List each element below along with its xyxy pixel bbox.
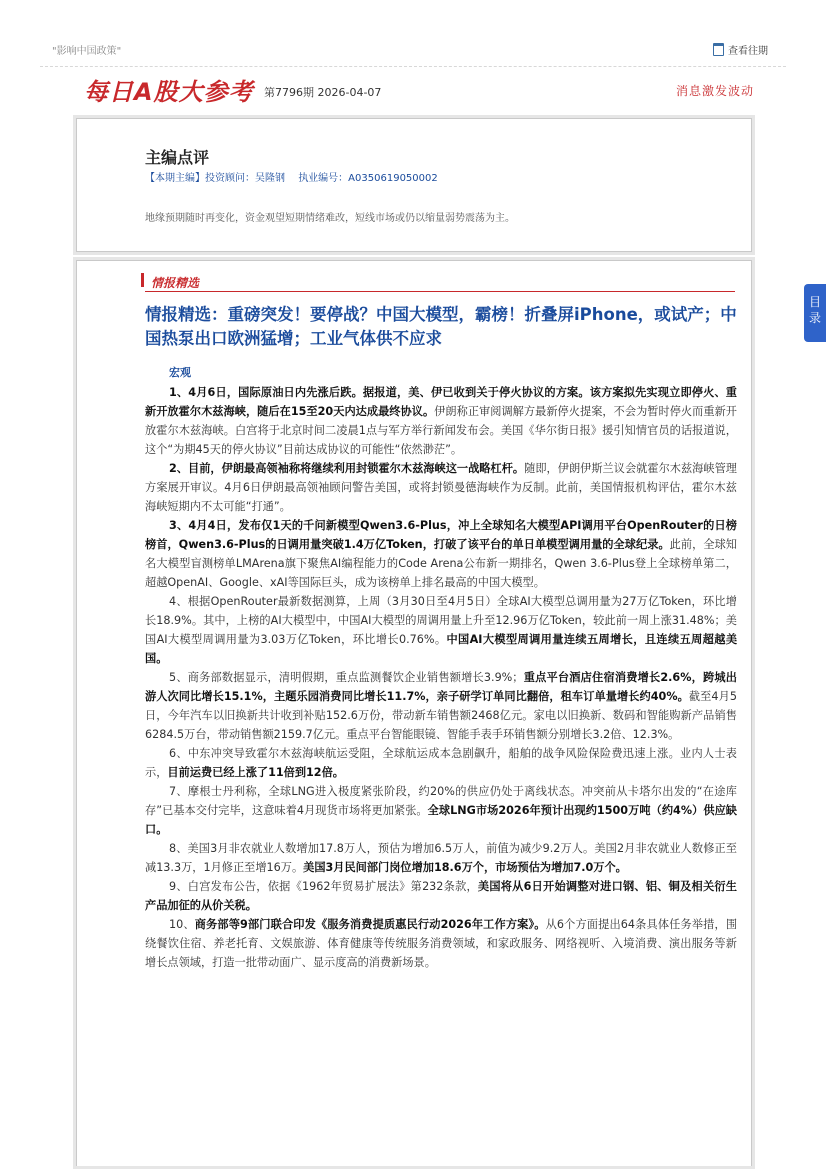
toc-tab[interactable] [804, 284, 826, 342]
issue-info: 第7796期 2026-04-07 [264, 86, 382, 99]
history-link-label: 查看往期 [728, 46, 768, 57]
editor-comment: 地缘预期随时再变化，资金观望短期情绪难改，短线市场或仍以缩量弱势震荡为主。 [145, 213, 515, 224]
news-item-text: 10、 [169, 918, 195, 931]
news-item-text: 从6个方面提出64条具体任务举措，围绕餐饮住宿、养老托育、文娱旅游、体育健康等传统服务消费领域，和家政服务、网络视听、入境消费、演出服务等新增长点领域，打造一批带动面广、显示度高的消费新场景。 [145, 918, 738, 969]
toc-tab-line2: 录 [808, 311, 821, 325]
intel-panel [76, 260, 752, 1166]
news-item-text: 9、白宫发布公告，依据《1962年贸易扩展法》第232条款， [169, 880, 478, 893]
editor-cert: 执业编号：A0350619050002 [298, 173, 438, 184]
news-item-text: 6、中东冲突导致霍尔木兹海峡航运受阻，全球航运成本急剧飙升，船舶的战争风险保险费迅速上涨。业内人士表示， [145, 747, 737, 779]
news-item-highlight: 中国AI大模型周调用量连续五周增长，且连续五周超越美国。 [145, 633, 738, 665]
news-item-highlight: 美国将从6日开始调整对进口钢、铝、铜及相关衍生产品加征的从价关税。 [145, 880, 737, 912]
editor-meta [145, 169, 448, 184]
section-marker [141, 273, 144, 287]
section-label: 情报精选 [151, 276, 200, 290]
news-item-highlight: 3、4月4日，发布仅1天的千问新模型Qwen3.6-Plus，冲上全球知名大模型API调用平台OpenRouter的日榜榜首，Qwen3.6-Plus的日调用量突破1.4万亿Token，打破了该平台的单日单模型调用量的全球纪录。 [145, 519, 737, 551]
news-item-text: 截至4月5日，今年汽车以旧换新共计收到补贴152.6万份，带动新车销售额2468亿元。家电以旧换新、数码和智能购新产品销售6284.5万台，带动销售额2159.7亿元。重点平台智能眼镜、智能手表手环销售额分别增长3.2倍、12.3%。 [145, 690, 737, 741]
news-item [145, 383, 737, 459]
news-item-text: 8、美国3月非农就业人数增加17.8万人，预估为增加6.5万人，前值为减少9.2万人。美国2月非农就业人数修正至减13.3万，1月修正至增16万。 [145, 842, 737, 874]
news-item [145, 459, 737, 516]
news-item-highlight: 重点平台酒店住宿消费增长2.6%，跨城出游人次同比增长15.1%，主题乐园消费同比增长11.7%，亲子研学订单同比翻倍，租车订单量增长约40%。 [145, 671, 737, 703]
news-item [145, 668, 737, 744]
news-item-text: 伊朗称正审阅调解方最新停火提案，不会为暂时停火而重新开放霍尔木兹海峡。白宫将于北京时间二凌晨1点与军方举行新闻发布会。美国《华尔街日报》援引知情官员的话报道说，这个“为期45天的停火协议”目前达成协议的可能性“依然渺茫”。 [145, 405, 737, 456]
news-item-text: 随即，伊朗伊斯兰议会就霍尔木兹海峡管理方案展开审议。4月6日伊朗最高领袖顾问警告美国，或将封锁曼德海峡作为反制。此前，美国情报机构评估，霍尔木兹海峡短期内不太可能“打通”。 [145, 462, 737, 513]
news-item-highlight: 全球LNG市场2026年预计出现约1500万吨（约4%）供应缺口。 [145, 804, 737, 836]
news-item [145, 915, 737, 972]
news-item [145, 592, 737, 668]
history-link[interactable] [713, 42, 768, 57]
news-item [145, 877, 737, 915]
news-item-highlight: 商务部等9部门联合印发《服务消费提质惠民行动2026年工作方案》。 [194, 918, 546, 931]
logo: 每日A股大参考 [84, 78, 254, 106]
subhead-macro: 宏观 [169, 366, 191, 379]
header-divider [40, 66, 786, 67]
news-item [145, 516, 737, 592]
news-item [145, 839, 737, 877]
news-item-highlight: 目前运费已经上涨了11倍到12倍。 [167, 766, 344, 779]
news-item-text: 此前，全球知名大模型盲测榜单LMArena旗下聚焦AI编程能力的Code Arena公布新一期排名，Qwen 3.6-Plus登上全球榜单第二，超越OpenAI、Google、xAI等国际巨头，成为该榜单上排名最高的中国大模型。 [145, 538, 737, 589]
toc-tab-line1: 目 [808, 295, 821, 309]
article-headline: 情报精选：重磅突发！要停战？中国大模型，霸榜！折叠屏iPhone，或试产；中国热泵出口欧洲猛增；工业气体供不应求 [145, 305, 737, 348]
tagline: "影响中国政策" [52, 46, 122, 57]
news-item-text: 4、根据OpenRouter最新数据测算，上周（3月30日至4月5日）全球AI大模型总调用量为27万亿Token，环比增长18.9%。其中，上榜的AI大模型中，中国AI大模型的周调用量上升至12.96万亿Token，较此前一周上涨31.48%；美国AI大模型周调用量为3.03万亿Token，环比增长0.76%。 [145, 595, 737, 646]
section-header [145, 271, 735, 292]
editor-panel [76, 118, 752, 252]
editor-title: 主编点评 [145, 148, 210, 167]
motto: 消息激发波动 [675, 84, 754, 98]
news-item [145, 782, 737, 839]
news-item-text: 7、摩根士丹利称，全球LNG进入极度紧张阶段，约20%的供应仍处于离线状态。冲突前从卡塔尔出发的“在途库存”已基本交付完毕，这意味着4月现货市场将更加紧张。 [145, 785, 737, 817]
news-item [145, 744, 737, 782]
news-item-highlight: 1、4月6日，国际原油日内先涨后跌。据报道，美、伊已收到关于停火协议的方案。该方案拟先实现立即停火、重新开放霍尔木兹海峡，随后在15至20天内达成最终协议。 [145, 386, 737, 418]
editor-role: 【本期主编】投资顾问：吴隆钢 [145, 173, 285, 184]
news-item-highlight: 美国3月民间部门岗位增加18.6万个，市场预估为增加7.0万个。 [303, 861, 627, 874]
news-list [145, 383, 737, 972]
calendar-icon [713, 43, 724, 56]
news-item-highlight: 2、目前，伊朗最高领袖称将继续利用封锁霍尔木兹海峡这一战略杠杆。 [169, 462, 525, 475]
news-item-text: 5、商务部数据显示，清明假期，重点监测餐饮企业销售额增长3.9%； [169, 671, 524, 684]
